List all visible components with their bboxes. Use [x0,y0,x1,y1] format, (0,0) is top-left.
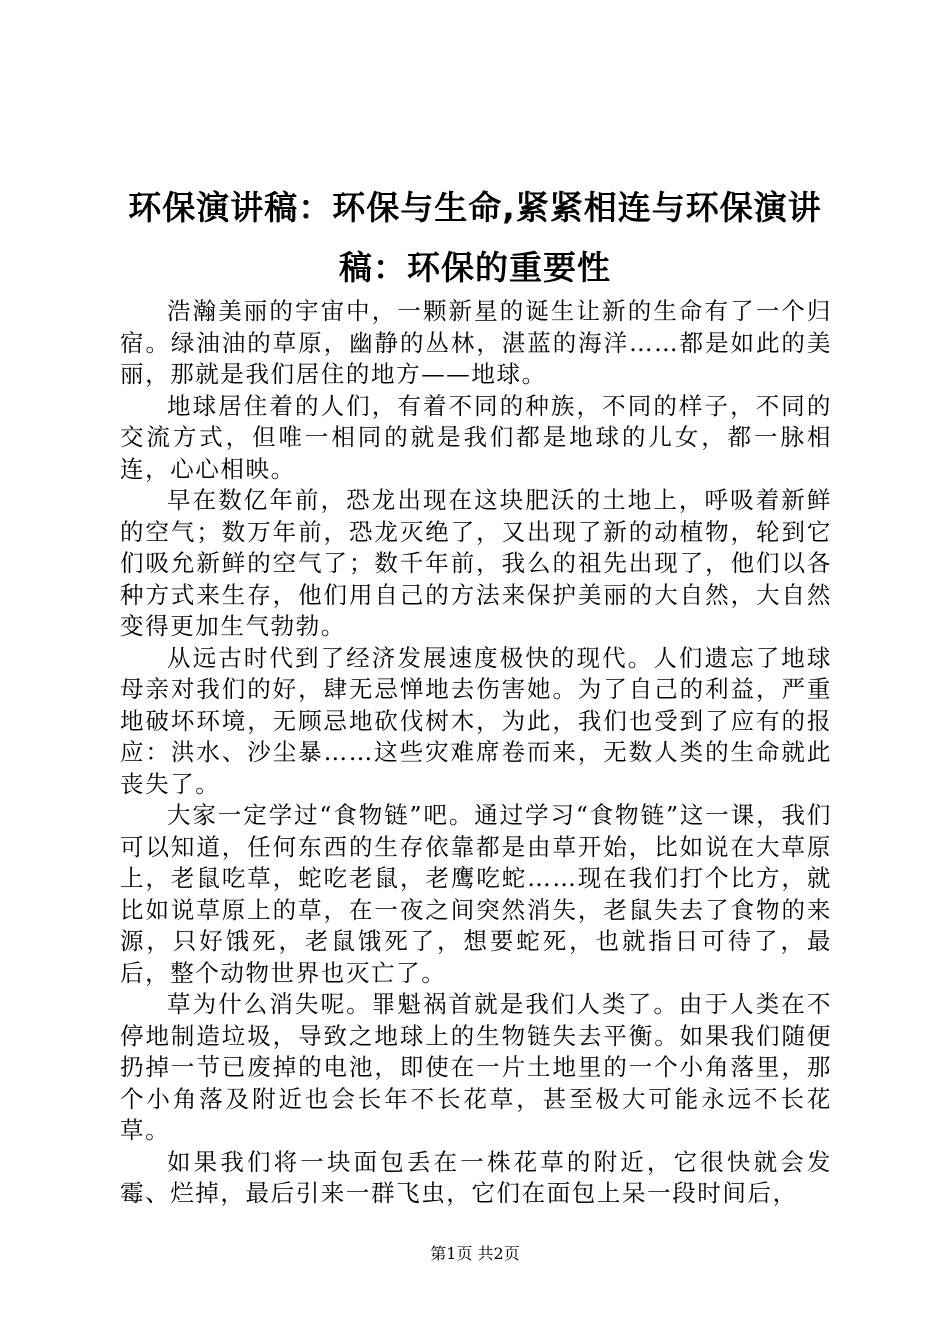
paragraph: 地球居住着的人们，有着不同的种族，不同的样子，不同的交流方式，但唯一相同的就是我们都是地球的儿女，都一脉相连，心心相映。 [120,391,832,483]
paragraph: 如果我们将一块面包丢在一株花草的附近，它很快就会发霉、烂掉，最后引来一群飞虫，它们在面包上呆一段时间后， [120,1147,832,1207]
paragraph: 早在数亿年前，恐龙出现在这块肥沃的土地上，呼吸着新鲜的空气；数万年前，恐龙灭绝了，又出现了新的动植物，轮到它们吸允新鲜的空气了；数千年前，我么的祖先出现了，他们以各种方式来生存，他们用自己的方法来保护美丽的大自然，大自然变得更加生气勃勃。 [120,486,832,640]
paragraph: 草为什么消失呢。罪魁祸首就是我们人类了。由于人类在不停地制造垃圾，导致之地球上的生物链失去平衡。如果我们随便扔掉一节已废掉的电池，即使在一片土地里的一个小角落里，那个小角落及附近也会长年不长花草，甚至极大可能永远不长花草。 [120,990,832,1144]
page-footer: 第1页 共2页 [430,1244,520,1263]
paragraph: 浩瀚美丽的宇宙中，一颗新星的诞生让新的生命有了一个归宿。绿油油的草原，幽静的丛林，湛蓝的海洋……都是如此的美丽，那就是我们居住的地方——地球。 [120,297,832,388]
paragraph: 从远古时代到了经济发展速度极快的现代。人们遗忘了地球母亲对我们的好，肆无忌惮地去伤害她。为了自己的利益，严重地破坏环境，无顾忌地砍伐树木，为此，我们也受到了应有的报应：洪水、沙尘暴……这些灾难席卷而来，无数人类的生命就此丧失了。 [120,643,832,798]
document-body [120,296,832,1210]
document-title: 环保演讲稿：环保与生命,紧紧相连与环保演讲稿：环保的重要性 [128,188,822,287]
paragraph: 大家一定学过“食物链”吧。通过学习“食物链”这一课，我们可以知道，任何东西的生存依靠都是由草开始，比如说在大草原上，老鼠吃草，蛇吃老鼠，老鹰吃蛇……现在我们打个比方，就比如说草原上的草，在一夜之间突然消失，老鼠失去了食物的来源，只好饿死，老鼠饿死了，想要蛇死，也就指日可待了，最后，整个动物世界也灭亡了。 [120,801,832,987]
